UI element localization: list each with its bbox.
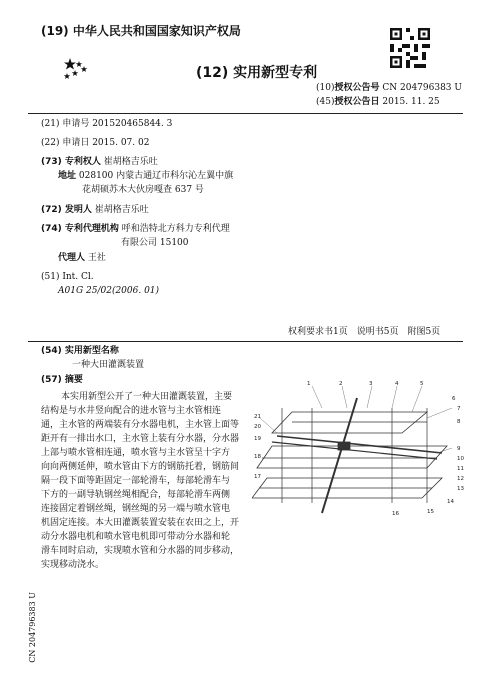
drawing-labels <box>254 381 464 517</box>
abstract-line: 实现移动浇水。 <box>41 560 105 570</box>
inventor-name: 崔胡格吉乐吐 <box>94 205 149 215</box>
address-line-2: 花胡硕苏木大伙房嘎查 637 号 <box>82 185 204 195</box>
agent-name: 王社 <box>87 253 106 263</box>
pub-number <box>316 83 462 94</box>
doc-type-title: 实用新型专利 <box>233 65 318 81</box>
part-label: 8 <box>457 419 461 425</box>
pub-number-value: CN 204796383 U <box>382 83 462 93</box>
address <box>58 171 233 182</box>
section-divider <box>28 341 463 342</box>
application-number: (21) 申请号 201520465844. 3 <box>41 119 173 129</box>
part-label: 6 <box>452 396 456 402</box>
pub-number-label: 授权公告号 <box>334 83 380 93</box>
patentee-label: (73) 专利权人 <box>41 157 101 167</box>
leader-line <box>427 408 452 418</box>
part-label: 20 <box>254 424 261 430</box>
part-label: 11 <box>457 466 464 472</box>
agency <box>41 224 230 235</box>
abstract-line: 连接固定着钢丝绳，钢丝绳的另一端与喷水管电 <box>41 504 231 514</box>
patentee-name: 崔胡格吉乐吐 <box>103 157 158 167</box>
part-label: 14 <box>447 499 454 505</box>
qr-code-icon <box>390 28 430 68</box>
abstract-text <box>41 390 239 572</box>
int-cl-label: (51) Int. Cl. <box>41 272 94 282</box>
part-label: 17 <box>254 474 261 480</box>
application-date: (22) 申请日 2015. 07. 02 <box>41 138 150 148</box>
distributor-box <box>338 442 350 450</box>
part-label: 18 <box>254 454 261 460</box>
office-name <box>41 22 241 39</box>
leader-line <box>342 386 347 408</box>
agent <box>58 253 106 264</box>
abstract-line: 本实用新型公开了一种大田灌溉装置，主要 <box>61 392 233 402</box>
side-publication-number: CN 204796383 U <box>28 592 37 663</box>
part-label: 13 <box>457 486 464 492</box>
part-label: 3 <box>369 381 373 387</box>
pub-date-value: 2015. 11. 25 <box>382 97 440 107</box>
leader-line <box>260 418 277 433</box>
int-cl-value: A01G 25/02(2006. 01) <box>58 286 160 296</box>
abstract-line: 滑车同时启动，实现喷水管和分水器的同步移动， <box>41 546 240 556</box>
leader-line <box>312 386 322 408</box>
address-line-1: 028100 内蒙古通辽市科尔沁左翼中旗 <box>78 171 234 181</box>
inventor-label: (72) 发明人 <box>41 205 92 215</box>
abstract-line: 距开有一排出水口，主水管上装有分水器，分水器 <box>41 434 240 444</box>
agency-label: (74) 专利代理机构 <box>41 224 119 234</box>
utility-title: 一种大田灌溉装置 <box>72 360 145 370</box>
abstract-label: (57) 摘要 <box>41 375 83 385</box>
agent-label: 代理人 <box>58 253 86 263</box>
part-label: 19 <box>254 436 261 442</box>
doc-type <box>196 62 317 82</box>
abstract-line: 通，主水管的两端装有分水器电机，主水管上面等 <box>41 420 240 430</box>
part-label: 2 <box>339 381 343 387</box>
part-label: 5 <box>420 381 424 387</box>
abstract-line: 机固定连接。本大田灌溉装置安装在农田之上，开 <box>41 518 240 528</box>
header-divider <box>28 113 463 114</box>
part-label: 1 <box>307 381 311 387</box>
part-label: 9 <box>457 446 461 452</box>
part-label: 7 <box>457 406 461 412</box>
agency-line-2: 有限公司 15100 <box>121 238 189 248</box>
drawing-rails <box>252 398 447 513</box>
part-label: 10 <box>457 456 464 462</box>
office-title: 中华人民共和国国家知识产权局 <box>72 24 241 38</box>
abstract-line: 动分水器电机和喷水管电机即可带动分水器和轮 <box>41 532 231 542</box>
part-label: 15 <box>427 509 434 515</box>
emblem-stars-icon <box>62 56 92 82</box>
inventor <box>41 205 149 216</box>
part-label: 21 <box>254 414 261 420</box>
abstract-line: 下方的一副导轨钢丝绳相配合，每部轮滑车两侧 <box>41 490 231 500</box>
agency-line-1: 呼和浩特北方科力专利代理 <box>121 224 230 234</box>
pages-count: 权利要求书1页 说明书5页 附图5页 <box>288 327 441 337</box>
address-label: 地址 <box>58 171 77 181</box>
part-label: 12 <box>457 476 464 482</box>
pub-date-code: (45) <box>316 97 335 107</box>
pub-date <box>316 97 440 108</box>
office-code: (19) <box>41 24 69 38</box>
part-label: 16 <box>392 511 399 517</box>
technical-drawing <box>252 378 472 518</box>
abstract-line: 隔一段下面等距固定一部轮滑车，每部轮滑车与 <box>41 476 231 486</box>
main-pipe <box>322 398 357 513</box>
leader-line <box>392 386 397 408</box>
utility-title-label: (54) 实用新型名称 <box>41 346 119 356</box>
leader-line <box>412 386 422 412</box>
part-label: 4 <box>395 381 399 387</box>
drawing-leaders <box>260 386 452 453</box>
pub-date-label: 授权公告日 <box>334 97 380 107</box>
doc-type-code: (12) <box>196 65 229 81</box>
abstract-line: 结构是与水井竖向配合的进水管与主水管相连 <box>41 406 222 416</box>
pub-number-code: (10) <box>316 83 335 93</box>
leader-line <box>367 386 372 408</box>
abstract-line: 向向两侧延伸，喷水管由下方的钢筋托着，钢筋间 <box>41 462 240 472</box>
abstract-line: 上部与喷水管相连通，喷水管与主水管呈十字方 <box>41 448 231 458</box>
patentee <box>41 157 158 168</box>
